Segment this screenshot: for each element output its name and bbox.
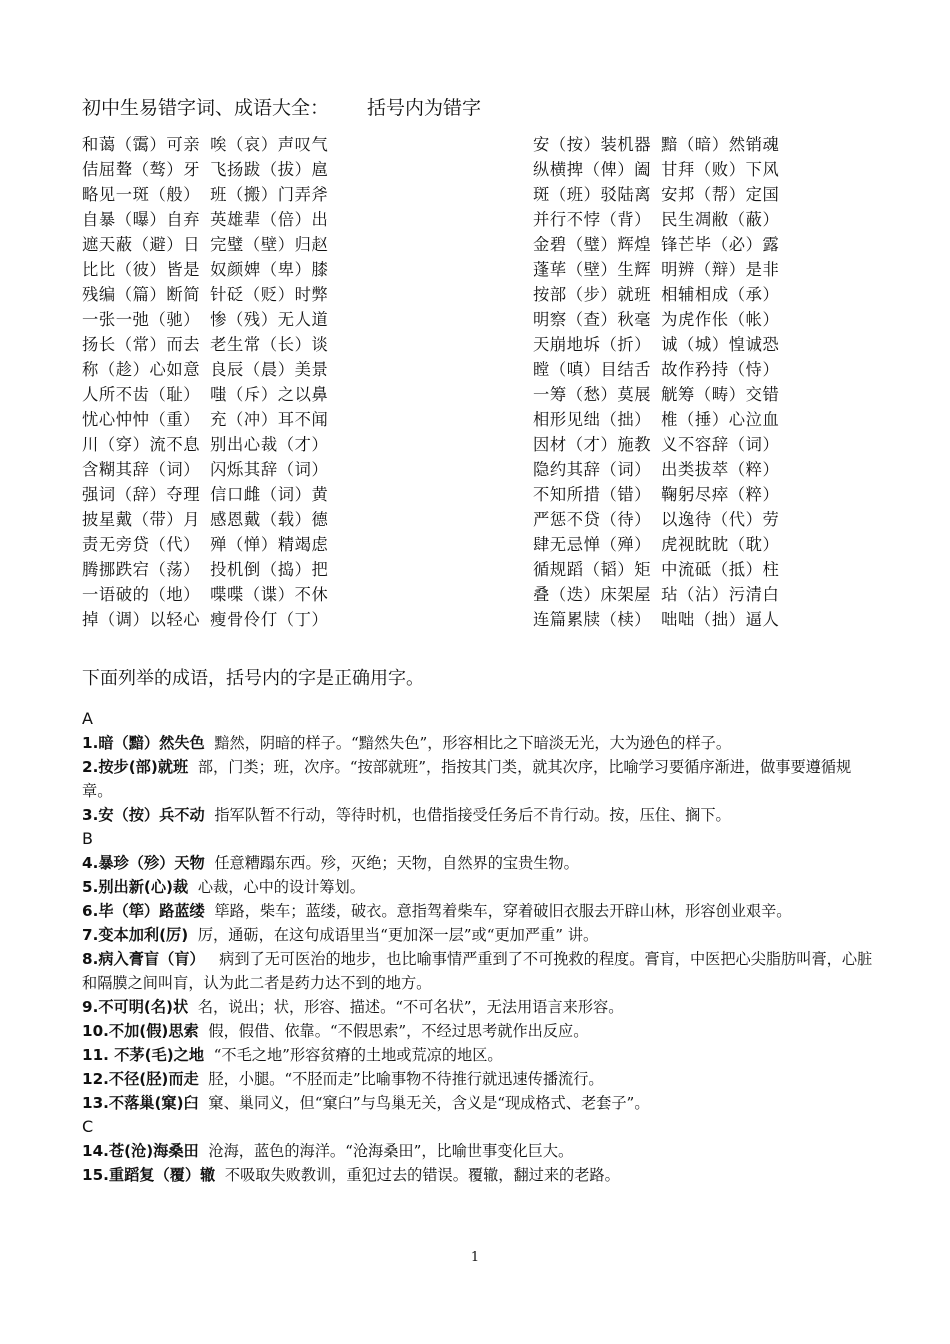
word-item: 一筹（愁）莫展 xyxy=(533,385,652,404)
word-row xyxy=(533,157,779,182)
idiom-entry xyxy=(82,851,874,875)
idiom-definition: 病到了无可医治的地步，也比喻事情严重到了不可挽救的程度。膏肓，中医把心尖脂肪叫膏，心脏和隔膜之间叫肓，认为此二者是药力达不到的地方。 xyxy=(82,950,873,992)
idiom-term: 3.安（按）兵不动 xyxy=(82,806,205,824)
word-row xyxy=(82,482,328,507)
word-item: 民生凋敝（蔽） xyxy=(661,210,780,229)
title-main: 初中生易错字词、成语大全： xyxy=(82,97,330,119)
word-item: 责无旁贷（代） xyxy=(82,535,201,554)
word-item: 充（冲）耳不闻 xyxy=(210,410,329,429)
word-row xyxy=(533,357,779,382)
word-item: 为虎作伥（帐） xyxy=(661,310,780,329)
word-row xyxy=(82,532,328,557)
word-item: 感恩戴（载）德 xyxy=(210,510,329,529)
word-item: 掉（调）以轻心 xyxy=(82,610,201,629)
word-item: 鞠躬尽瘁（粹） xyxy=(661,485,780,504)
idiom-term: 5.别出新(心)裁 xyxy=(82,878,189,896)
word-row xyxy=(82,257,328,282)
word-row xyxy=(533,232,779,257)
word-item: 略见一斑（般） xyxy=(82,185,201,204)
idiom-entry xyxy=(82,803,874,827)
word-item: 残编（篇）断简 xyxy=(82,285,201,304)
idiom-definition: 胫，小腿。“不胫而走”比喻事物不待推行就迅速传播流行。 xyxy=(208,1070,604,1088)
word-row xyxy=(533,182,779,207)
word-row xyxy=(82,282,328,307)
idiom-term: 15.重蹈复（覆）辙 xyxy=(82,1166,216,1184)
word-item: 明辨（辩）是非 xyxy=(661,260,780,279)
idiom-entry xyxy=(82,755,874,803)
word-item: 金碧（璧）辉煌 xyxy=(533,235,652,254)
idiom-definition: 不吸取失败教训，重犯过去的错误。覆辙，翻过来的老路。 xyxy=(224,1166,620,1184)
word-row xyxy=(533,507,779,532)
word-item: 诚（城）惶诚恐 xyxy=(661,335,780,354)
word-row xyxy=(82,182,328,207)
idiom-entry xyxy=(82,731,874,755)
word-item: 川（穿）流不息 xyxy=(82,435,201,454)
idiom-definition: 厉，通砺，在这句成语里当“更加深一层”或“更加严重” 讲。 xyxy=(197,926,599,944)
word-item: 中流砥（抵）柱 xyxy=(661,560,780,579)
word-row xyxy=(533,332,779,357)
idiom-term: 2.按步(部)就班 xyxy=(82,758,189,776)
word-item: 遮天蔽（避）日 xyxy=(82,235,201,254)
idiom-definition: 名，说出；状，形容、描述。“不可名状”，无法用语言来形容。 xyxy=(197,998,624,1016)
word-item: 黯（暗）然销魂 xyxy=(661,135,780,154)
section-letter: A xyxy=(82,709,93,728)
word-item: 以逸待（代）劳 xyxy=(661,510,780,529)
idiom-definition: 指军队暂不行动，等待时机，也借指接受任务后不肯行动。按，压住、搁下。 xyxy=(214,806,731,824)
word-item: 相辅相成（承） xyxy=(661,285,780,304)
word-item: 殚（惮）精竭虑 xyxy=(210,535,329,554)
word-item: 嗤（斥）之以鼻 xyxy=(210,385,329,404)
idiom-entry-list xyxy=(82,707,874,1187)
right-word-column xyxy=(533,132,779,632)
word-item: 相形见绌（拙） xyxy=(533,410,652,429)
word-item: 循规蹈（韬）矩 xyxy=(533,560,652,579)
word-row xyxy=(533,582,779,607)
word-row xyxy=(533,557,779,582)
idiom-entry xyxy=(82,1139,874,1163)
idiom-definition: 窠、巢同义，但“窠臼”与鸟巢无关，含义是“现成格式、老套子”。 xyxy=(208,1094,650,1112)
word-item: 披星戴（带）月 xyxy=(82,510,201,529)
word-row xyxy=(82,582,328,607)
word-row xyxy=(82,157,328,182)
word-item: 蓬荜（壁）生辉 xyxy=(533,260,652,279)
word-item: 比比（彼）皆是 xyxy=(82,260,201,279)
word-item: 甘拜（败）下风 xyxy=(661,160,780,179)
word-item: 信口雌（词）黄 xyxy=(210,485,329,504)
word-row xyxy=(533,607,779,632)
word-row xyxy=(82,557,328,582)
idiom-term: 10.不加(假)思索 xyxy=(82,1022,199,1040)
idiom-entry xyxy=(82,899,874,923)
word-item: 义不容辞（词） xyxy=(661,435,780,454)
word-item: 腾挪跌宕（荡） xyxy=(82,560,201,579)
word-row xyxy=(82,307,328,332)
word-item: 奴颜婢（卑）膝 xyxy=(210,260,329,279)
word-row xyxy=(533,432,779,457)
word-item: 飞扬跋（拔）扈 xyxy=(210,160,329,179)
idiom-definition: “不毛之地”形容贫瘠的土地或荒凉的地区。 xyxy=(213,1046,503,1064)
word-item: 一张一弛（驰） xyxy=(82,310,201,329)
word-item: 安邦（帮）定国 xyxy=(661,185,780,204)
word-item: 针砭（贬）时弊 xyxy=(210,285,329,304)
word-item: 自暴（曝）自弃 xyxy=(82,210,201,229)
word-item: 椎（捶）心泣血 xyxy=(661,410,780,429)
word-item: 锋芒毕（必）露 xyxy=(661,235,780,254)
idiom-term: 7.变本加利(厉) xyxy=(82,926,189,944)
word-item: 完璧（壁）归赵 xyxy=(210,235,329,254)
word-row xyxy=(82,207,328,232)
word-row xyxy=(82,332,328,357)
word-row xyxy=(533,482,779,507)
idiom-definition: 心裁，心中的设计筹划。 xyxy=(197,878,365,896)
word-item: 闪烁其辞（词） xyxy=(210,460,329,479)
left-word-column xyxy=(82,132,328,632)
word-row xyxy=(533,207,779,232)
word-item: 肆无忌惮（殚） xyxy=(533,535,652,554)
word-row xyxy=(82,357,328,382)
idiom-entry xyxy=(82,1163,874,1187)
idiom-term: 8.病入膏盲（肓） xyxy=(82,950,205,968)
word-item: 投机倒（捣）把 xyxy=(210,560,329,579)
word-item: 安（按）装机器 xyxy=(533,135,652,154)
word-item: 老生常（长）谈 xyxy=(210,335,329,354)
idiom-definition: 筚路，柴车；蓝缕，破衣。意指驾着柴车，穿着破旧衣服去开辟山林，形容创业艰辛。 xyxy=(214,902,792,920)
word-row xyxy=(82,132,328,157)
word-item: 良辰（晨）美景 xyxy=(210,360,329,379)
word-item: 并行不悖（背） xyxy=(533,210,652,229)
word-item: 隐约其辞（词） xyxy=(533,460,652,479)
word-row xyxy=(533,307,779,332)
word-item: 强词（辞）夺理 xyxy=(82,485,201,504)
idiom-entry xyxy=(82,1091,874,1115)
word-row xyxy=(82,457,328,482)
word-row xyxy=(82,232,328,257)
word-item: 出类拔萃（粹） xyxy=(661,460,780,479)
word-item: 人所不齿（耻） xyxy=(82,385,201,404)
idiom-term: 12.不径(胫)而走 xyxy=(82,1070,199,1088)
idiom-definition: 假，假借、依靠。“不假思索”，不经过思考就作出反应。 xyxy=(208,1022,589,1040)
idiom-term: 14.苍(沧)海桑田 xyxy=(82,1142,199,1160)
idiom-entry xyxy=(82,947,874,995)
word-item: 叠（迭）床架屋 xyxy=(533,585,652,604)
word-row xyxy=(533,282,779,307)
word-item: 扬长（常）而去 xyxy=(82,335,201,354)
word-row xyxy=(82,507,328,532)
word-item: 喋喋（谍）不休 xyxy=(210,585,329,604)
word-row xyxy=(533,132,779,157)
word-item: 和蔼（霭）可亲 xyxy=(82,135,201,154)
section-letter: C xyxy=(82,1117,94,1136)
word-item: 严惩不贷（待） xyxy=(533,510,652,529)
idiom-term: 9.不可明(名)状 xyxy=(82,998,189,1016)
word-item: 虎视眈眈（耽） xyxy=(661,535,780,554)
word-item: 唉（哀）声叹气 xyxy=(210,135,329,154)
word-row xyxy=(533,257,779,282)
word-item: 玷（沾）污清白 xyxy=(661,585,780,604)
page-number: 1 xyxy=(470,1250,480,1265)
word-item: 明察（查）秋毫 xyxy=(533,310,652,329)
word-item: 斑（班）驳陆离 xyxy=(533,185,652,204)
word-item: 一语破的（地） xyxy=(82,585,201,604)
title-subtitle: 括号内为错字 xyxy=(367,97,482,119)
word-item: 瘦骨伶仃（丁） xyxy=(210,610,329,629)
idiom-definition: 黯然，阴暗的样子。“黯然失色”，形容相比之下暗淡无光，大为逊色的样子。 xyxy=(214,734,732,752)
word-item: 称（趁）心如意 xyxy=(82,360,201,379)
word-item: 惨（残）无人道 xyxy=(210,310,329,329)
idiom-entry xyxy=(82,875,874,899)
word-item: 别出心裁（才） xyxy=(210,435,329,454)
word-item: 英雄辈（倍）出 xyxy=(210,210,329,229)
idiom-term: 11. 不茅(毛)之地 xyxy=(82,1046,205,1064)
word-item: 因材（才）施教 xyxy=(533,435,652,454)
word-item: 连篇累牍（椟） xyxy=(533,610,652,629)
idiom-entry xyxy=(82,1019,874,1043)
word-row xyxy=(82,432,328,457)
page-title xyxy=(82,93,481,120)
idiom-entry xyxy=(82,1043,874,1067)
idiom-entry xyxy=(82,995,874,1019)
idiom-term: 13.不落巢(窠)臼 xyxy=(82,1094,199,1112)
word-row xyxy=(82,607,328,632)
word-item: 故作矜持（恃） xyxy=(661,360,780,379)
section-heading: 下面列举的成语，括号内的字是正确用字。 xyxy=(82,668,424,689)
word-item: 班（搬）门弄斧 xyxy=(210,185,329,204)
word-item: 天崩地坼（折） xyxy=(533,335,652,354)
idiom-entry xyxy=(82,923,874,947)
word-row xyxy=(533,532,779,557)
word-row xyxy=(533,407,779,432)
idiom-definition: 任意糟蹋东西。殄，灭绝；天物，自然界的宝贵生物。 xyxy=(214,854,579,872)
word-row xyxy=(533,382,779,407)
word-row xyxy=(533,457,779,482)
word-item: 不知所措（错） xyxy=(533,485,652,504)
word-row xyxy=(82,407,328,432)
word-item: 忧心忡忡（重） xyxy=(82,410,201,429)
idiom-term: 1.暗（黯）然失色 xyxy=(82,734,205,752)
word-item: 含糊其辞（词） xyxy=(82,460,201,479)
word-row xyxy=(82,382,328,407)
section-letter: B xyxy=(82,829,93,848)
word-item: 纵横捭（俾）阖 xyxy=(533,160,652,179)
idiom-definition: 部，门类；班，次序。“按部就班”，指按其门类，就其次序，比喻学习要循序渐进，做事要遵循规章。 xyxy=(82,758,852,800)
word-item: 觥筹（畴）交错 xyxy=(661,385,780,404)
word-item: 瞠（嗔）目结舌 xyxy=(533,360,652,379)
word-item: 按部（步）就班 xyxy=(533,285,652,304)
idiom-term: 6.毕（筚）路蓝缕 xyxy=(82,902,205,920)
idiom-entry xyxy=(82,1067,874,1091)
idiom-term: 4.暴珍（殄）天物 xyxy=(82,854,205,872)
word-item: 佶屈聱（骜）牙 xyxy=(82,160,201,179)
idiom-definition: 沧海，蓝色的海洋。“沧海桑田”，比喻世事变化巨大。 xyxy=(208,1142,574,1160)
word-item: 咄咄（拙）逼人 xyxy=(661,610,780,629)
